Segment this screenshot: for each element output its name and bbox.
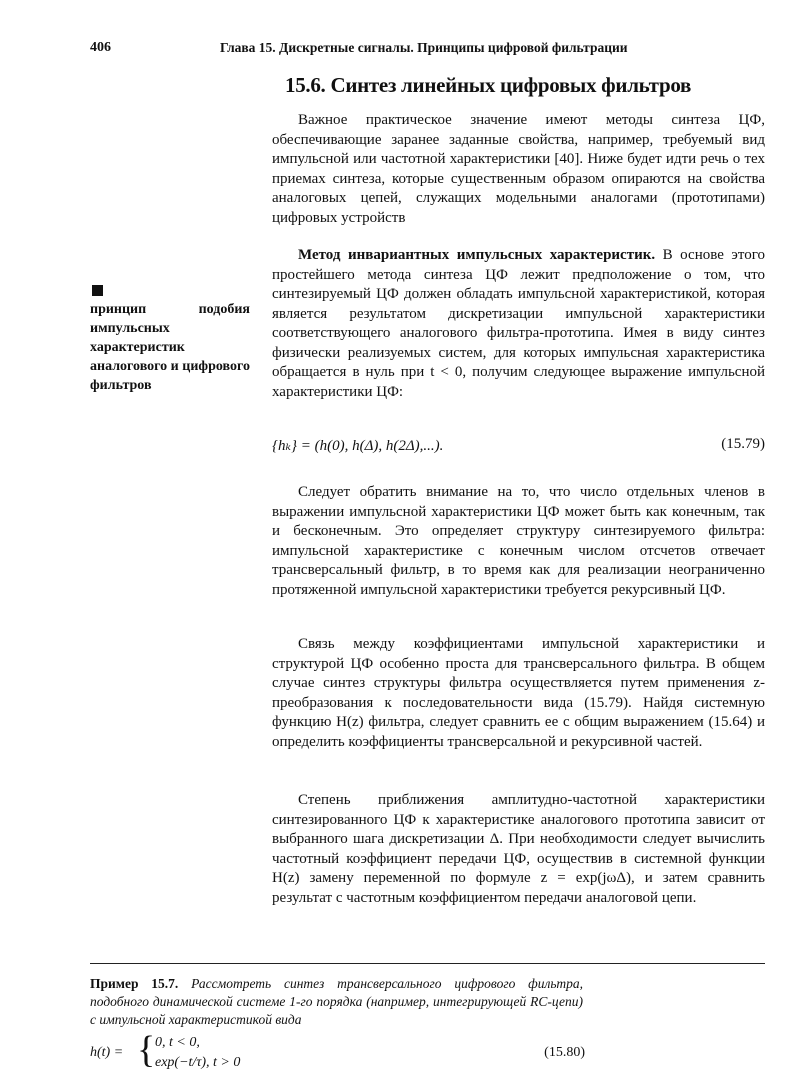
example-block (90, 975, 583, 1029)
paragraph-body: В основе этого простейшего метода синтеза ЦФ лежит предположение о том, что синтезируемый ЦФ должен обладать импульсной характеристикой, которая является результатом дискретизации импульсной характеристики соответствующего аналогового фильтра-прототипа. Имея в виду синтез физически реализуемых систем, для которых импульсная характеристика обращается в нуль при t < 0, получим следующее выражение импульсной характеристики ЦФ: (272, 247, 766, 400)
page-number: 406 (90, 40, 111, 55)
equation-case-2: exp(−t/τ), t > 0 (155, 1055, 241, 1070)
equation-15-80 (90, 1029, 585, 1075)
equation-case-1: 0, t < 0, (155, 1035, 200, 1050)
paragraph-text: Связь между коэффициентами импульсной характеристики и структурой ЦФ особенно проста для трансверсального фильтра. В общем случае синтез структуры фильтра осуществляется путем применения z-преобразования к последовательности вида (15.79). Найдя системную функцию H(z) фильтра, следует сравнить ее с общим выражением (15.64) и определить коэффициенты трансверсальной и рекурсивной частей. (272, 636, 765, 750)
equation-number: (15.80) (544, 1045, 585, 1060)
paragraph-approximation (272, 791, 765, 908)
paragraph-coefficients (272, 635, 765, 752)
example-label: Пример 15.7. (90, 976, 179, 991)
margin-note: принцип подобия импульсных характеристик аналогового и цифрового фильтров (90, 302, 250, 393)
equation-lhs: h(t) = (90, 1045, 124, 1060)
equation-number: (15.79) (721, 436, 765, 452)
section-title: 15.6. Синтез линейных цифровых фильтров (285, 73, 692, 97)
margin-square-icon (92, 285, 103, 296)
paragraph-text: Степень приближения амплитудно-частотной характеристики синтезированного ЦФ к характеристике аналогового прототипа зависит от выбранного шага дискретизации Δ. При необходимости следует вычислить частотный коэффициент передачи ЦФ, осуществив в системной функции H(z) замену переменной по формуле z = exp(jωΔ), и затем сравнить результат с частотным коэффициентом передачи аналоговой цепи. (272, 792, 765, 906)
paragraph-structure (272, 483, 765, 600)
run-in-heading: Метод инвариантных импульсных характеристик. (298, 247, 656, 263)
paragraph-text: Следует обратить внимание на то, что число отдельных членов в выражении импульсной характеристики ЦФ может быть как конечным, так и бесконечным. Это определяет структуру синтезируемого фильтра: импульсной характеристике с конечным числом отсчетов отвечает трансверсальный фильтр, в то время как для реализации неограниченно протяженной импульсной характеристики требуется рекурсивный ЦФ. (272, 484, 765, 598)
brace-symbol: { (137, 1029, 156, 1071)
running-header: Глава 15. Дискретные сигналы. Принципы цифровой фильтрации (220, 40, 628, 55)
paragraph-text (272, 246, 765, 402)
section-divider (90, 963, 765, 964)
paragraph-intro (272, 111, 765, 228)
example-text: Рассмотреть синтез трансверсального цифрового фильтра, подобного динамической системе 1-го порядка (например, интегрирующей RC-цепи) с импульсной характеристикой вида (90, 976, 583, 1027)
equation-expression: {hₖ} = (h(0), h(Δ), h(2Δ),...). (272, 438, 444, 454)
paragraph-text: Важное практическое значение имеют методы синтеза ЦФ, обеспечивающие заранее заданные свойства, например, требуемый вид импульсной или частотной характеристики [40]. Ниже будет идти речь о тех приемах синтеза, которые существенным образом опираются на свойства аналоговых цепей, служащих модельными аналогами (прототипами) цифровых устройств (272, 112, 765, 226)
paragraph-method (272, 246, 765, 402)
